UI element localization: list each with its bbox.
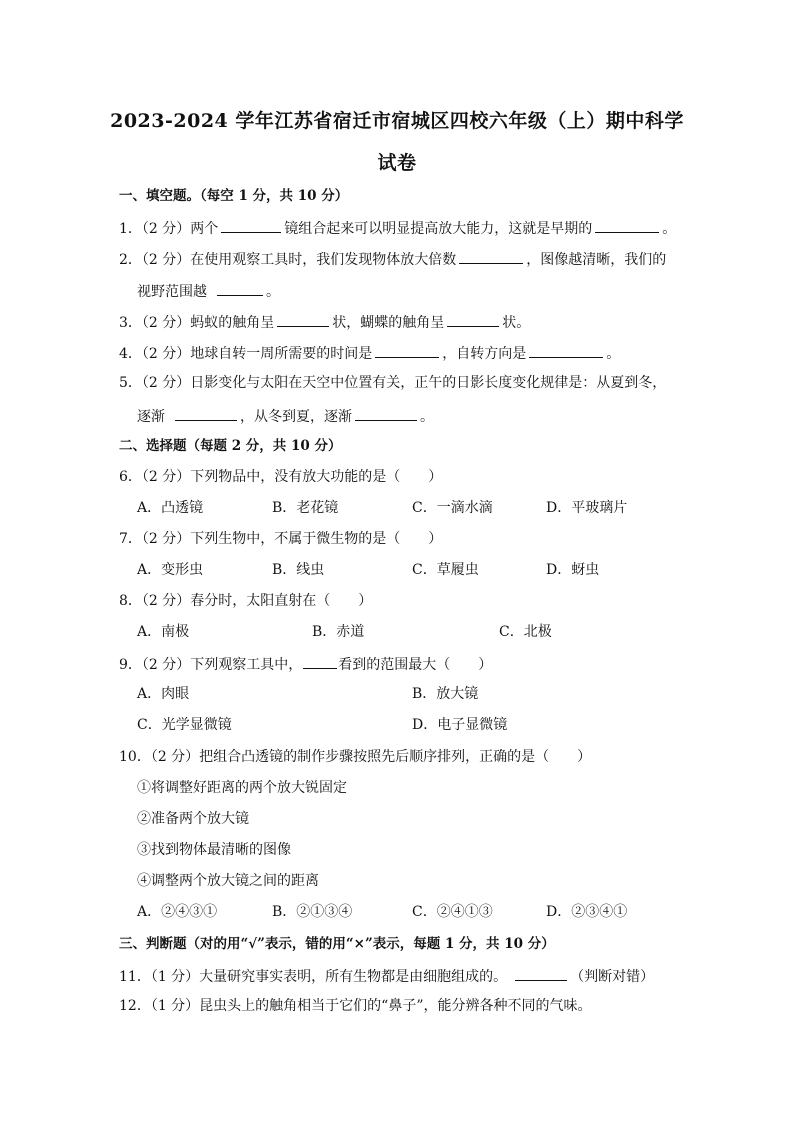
answer-blank[interactable] bbox=[447, 311, 499, 327]
question-2-cont: 视野范围越 。 bbox=[137, 280, 280, 302]
q7-option-b[interactable]: B．线虫 bbox=[272, 562, 325, 578]
q8-option-b[interactable]: B．赤道 bbox=[312, 624, 365, 640]
answer-blank[interactable] bbox=[375, 342, 439, 358]
q6-option-a[interactable]: A．凸透镜 bbox=[137, 500, 204, 516]
question-7: 7．（2 分）下列生物中，不属于微生物的是（ ） bbox=[119, 531, 443, 547]
question-10: 10．（2 分）把组合凸透镜的制作步骤按照先后顺序排列，正确的是（ ） bbox=[119, 749, 592, 765]
exam-title-line2: 试卷 bbox=[377, 152, 417, 174]
answer-blank[interactable] bbox=[175, 405, 237, 421]
q10-option-c[interactable]: C．②④①③ bbox=[412, 904, 493, 920]
q10-option-b[interactable]: B．②①③④ bbox=[272, 904, 353, 920]
q10-option-a[interactable]: A．②④③① bbox=[137, 904, 218, 920]
q10-step-4: ④调整两个放大镜之间的距离 bbox=[137, 873, 319, 889]
q9-option-c[interactable]: C．光学显微镜 bbox=[137, 717, 232, 733]
question-6: 6．（2 分）下列物品中，没有放大功能的是（ ） bbox=[119, 469, 443, 485]
question-5: 5．（2 分）日影变化与太阳在天空中位置有关，正午的日影长度变化规律是：从夏到冬， bbox=[119, 375, 667, 391]
section3-heading: 三、判断题（对的用“√”表示，错的用“×”表示，每题 1 分，共 10 分） bbox=[119, 936, 555, 952]
q6-option-d[interactable]: D．平玻璃片 bbox=[546, 500, 628, 516]
q10-option-d[interactable]: D．②③④① bbox=[546, 904, 628, 920]
question-12: 12．（1 分）昆虫头上的触角相当于它们的“鼻子”，能分辨各种不同的气味。 bbox=[119, 998, 592, 1014]
q6-option-c[interactable]: C．一滴水滴 bbox=[412, 500, 493, 516]
question-3: 3．（2 分）蚂蚁的触角呈 状，蝴蝶的触角呈 状。 bbox=[119, 311, 530, 333]
q7-option-a[interactable]: A．变形虫 bbox=[137, 562, 204, 578]
question-9: 9．（2 分）下列观察工具中， 看到的范围最大（ ） bbox=[119, 653, 492, 675]
answer-blank[interactable] bbox=[529, 342, 603, 358]
q10-step-2: ②准备两个放大镜 bbox=[137, 811, 249, 827]
question-4: 4．（2 分）地球自转一周所需要的时间是 ，自转方向是 。 bbox=[119, 342, 620, 364]
q7-option-d[interactable]: D．蚜虫 bbox=[546, 562, 600, 578]
q9-option-a[interactable]: A．肉眼 bbox=[137, 686, 190, 702]
answer-blank[interactable] bbox=[459, 248, 523, 264]
q9-option-d[interactable]: D．电子显微镜 bbox=[412, 717, 508, 733]
answer-blank[interactable] bbox=[303, 653, 337, 669]
q9-option-b[interactable]: B．放大镜 bbox=[412, 686, 479, 702]
q8-option-c[interactable]: C．北极 bbox=[499, 624, 552, 640]
answer-blank[interactable] bbox=[515, 965, 567, 981]
q6-option-b[interactable]: B．老花镜 bbox=[272, 500, 339, 516]
answer-blank[interactable] bbox=[277, 311, 329, 327]
exam-title-line1: 2023-2024 学年江苏省宿迁市宿城区四校六年级（上）期中科学 bbox=[110, 110, 684, 132]
answer-blank[interactable] bbox=[221, 217, 281, 233]
answer-blank[interactable] bbox=[595, 217, 659, 233]
question-5-cont: 逐渐 ，从冬到夏，逐渐 。 bbox=[137, 405, 434, 427]
answer-blank[interactable] bbox=[217, 280, 263, 296]
question-11: 11．（1 分）大量研究事实表明，所有生物都是由细胞组成的。 （判断对错） bbox=[119, 965, 654, 987]
section1-heading: 一、填空题。（每空 1 分，共 10 分） bbox=[119, 188, 349, 204]
q8-option-a[interactable]: A．南极 bbox=[137, 624, 190, 640]
q7-option-c[interactable]: C．草履虫 bbox=[412, 562, 479, 578]
q10-step-3: ③找到物体最清晰的图像 bbox=[137, 842, 291, 858]
question-8: 8．（2 分）春分时，太阳直射在（ ） bbox=[119, 593, 373, 609]
q10-step-1: ①将调整好距离的两个放大锐固定 bbox=[137, 780, 347, 796]
answer-blank[interactable] bbox=[355, 405, 417, 421]
question-1: 1．（2 分）两个 镜组合起来可以明显提高放大能力，这就是早期的 。 bbox=[119, 217, 676, 239]
section2-heading: 二、选择题（每题 2 分，共 10 分） bbox=[119, 438, 342, 454]
question-2: 2．（2 分）在使用观察工具时，我们发现物体放大倍数 ，图像越清晰，我们的 bbox=[119, 248, 666, 270]
